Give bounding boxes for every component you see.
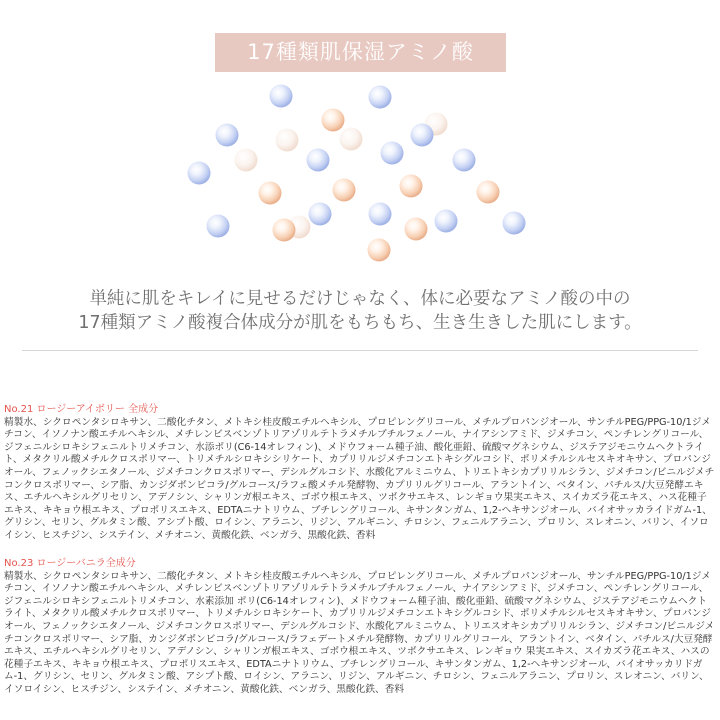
pearl-blue [435, 210, 458, 233]
pearl-peach [235, 149, 258, 172]
ingredients-no21 [4, 404, 716, 543]
pearl-peach [276, 129, 299, 152]
pearl-peach [340, 128, 363, 151]
pearl-blue [207, 215, 230, 238]
pearl-blue [381, 142, 404, 165]
pearl-blue [411, 124, 434, 147]
pearl-blue [216, 124, 239, 147]
ingredients-no21-list: 精製水、シクロペンタシロキサン、二酸化チタン、メトキシ桂皮酸エチルヘキシル、プロピレングリコール、メチルプロパンジオール、サンチルPEG/PPG-10/1ジメチコン、イソノナン酸エチルヘキシル、メチレンビスベンゾトリアゾリルテトラメチルブチルフェノール、ナイアシンアミド、ジメチコン、ペンチレングリコール、ジフェニルシロキシフェニルトリメチコン、水添ポリ(C6-14オレフィン)、メドウフォーム種子油、酸化亜鉛、硫酸マグネシウム、ジステアジモニウムヘクトライト、メタクリル酸メチルクロスポリマー、トリメチルシロキシシリケート、カプリリルジメチコンエトキシグルコシド、ポリメチルシルセスキオキサン、プロパンジオール、フェノックシエタノール、ジメチコンクロスポリマー、デシルグルコシド、水酸化アルミニウム、トリエトキシカプリリルシラン、ジメチコン/ビニルジメチコンクロスポリマー、シア脂、カンジダボンビコラ/グルコース/ラフェ酸メチル発酵物、カプリリルグリコール、アラントイン、ベタイン、パチルス/大豆発酵エキス、エチルヘキシルグリセリン、アデノシン、シャリンガ根エキス、ゴボウ根エキス、ツボクサエキス、レンギョウ果実エキス、スイカズラ花エキス、ハス花種子エキス、キキョウ根エキス、プロポリスエキス、EDTAニナトリウム、ブチレングリコール、キサンタンガム、1,2-ヘキサンジオール、バイオサッカライドガム-1、グリシン、セリン、グルタミン酸、アシプト酸、ロイシン、アラニン、リジン、アルギニン、チロシン、フェニルアラニン、プロリン、スレオニン、バリン、イソロイシン、ヒスチジン、システイン、メチオニン、黄酸化鉄、ベンガラ、黒酸化鉄、香料 [4, 416, 715, 541]
pearl-blue [369, 203, 392, 226]
pearl-peach [477, 181, 500, 204]
pearl-peach [368, 239, 391, 262]
pearl-peach [273, 219, 296, 242]
ingredients-no21-heading: No.21 ロージーアイボリー 全成分 [4, 404, 159, 415]
pearl-blue [369, 86, 392, 109]
pearl-peach [405, 218, 428, 241]
pearl-blue [309, 203, 332, 226]
description-line-2: 17種類アミノ酸複合体成分が肌をもちもち、生き生きした肌にします。 [78, 313, 642, 333]
divider [22, 350, 698, 351]
pearl-blue [270, 85, 293, 108]
description [0, 287, 720, 335]
pearl-peach [259, 182, 282, 205]
banner-title: 17種類肌保湿アミノ酸 [215, 33, 506, 72]
ingredients-no23-heading: No.23 ロージーバニラ全成分 [4, 558, 136, 569]
pearl-blue [453, 149, 476, 172]
ingredients-no23-list: 精製水、シクロペンタシロキサン、二酸化チタン、メトキシ桂皮酸エチルヘキシル、プロピレングリコール、メチルプロパンジオール、サンチルPEG/PPG-10/1ジメチコン、イソノナン酸エチルヘキシル、メチレンビスベンゾトリアゾリルテトラメチルブチルフェノール、ナイアシンアミド、ジメチコン、ペンチレングリコール、ジフェニルシロキシフェニルトリメチコン、水素添加 ポリ(C6-14オレフィン)、メドウフォーム種子油、酸化亜鉛、硫酸マグネシウム、ジステアジモニウムヘクトライト、メタクリル酸メチルクロスポリマー、トリメチルシロキシケート、カプリリルジメチコンエトキシグルコシド、ポリメチルシルセスキオキサン、プロパンジオール、フェノックシエタノール、ジメチコンクロスポリマー、デシルグルコシド、水酸化アルミニウム、トリエスオキシカプリリルシラン、ジメチコン/ビニルジメチコンクロスポリマー、シア脂、カンジダボンビコラ/グルコース/ラフェデートメチル発酵物、カプリリルグリコール、アラントイン、ベタイン、パチルス/大豆発酵エキス、エチルヘキシルグリセリン、アデノシン、シャリンガ根エキス、ゴボウ根エキス、ツボクサエキス、レンギョウ 果実エキス、スイカズラ花エキス、ハスの花種子エキス、キキョウ根エキス、プロポリスエキス、EDTAニナトリウム、ブチレングリコール、キサンタンガム、1,2-ヘキサンジオール、バイオサッカリドガム-1、グリシン、セリン、グルタミン酸、アシプト酸、ロイシン、アラニン、リジン、アルギニン、チロシン、フェニルアラニン、プロリン、スレオニン、バリン、イソロイシン、ヒスチジン、システイン、メチオニン、黄酸化鉄、ベンガラ、黒酸化鉄、香料 [4, 570, 715, 695]
pearl-peach [322, 109, 345, 132]
description-line-1: 単純に肌をキレイに見せるだけじゃなく、体に必要なアミノ酸の中の [89, 289, 631, 309]
pearl-peach [400, 175, 423, 198]
pearl-blue [188, 162, 211, 185]
amino-acid-pearls-illustration [0, 0, 720, 280]
pearl-peach [333, 179, 356, 202]
ingredients-no23 [4, 558, 716, 697]
pearl-blue [307, 149, 330, 172]
pearl-blue [503, 212, 526, 235]
